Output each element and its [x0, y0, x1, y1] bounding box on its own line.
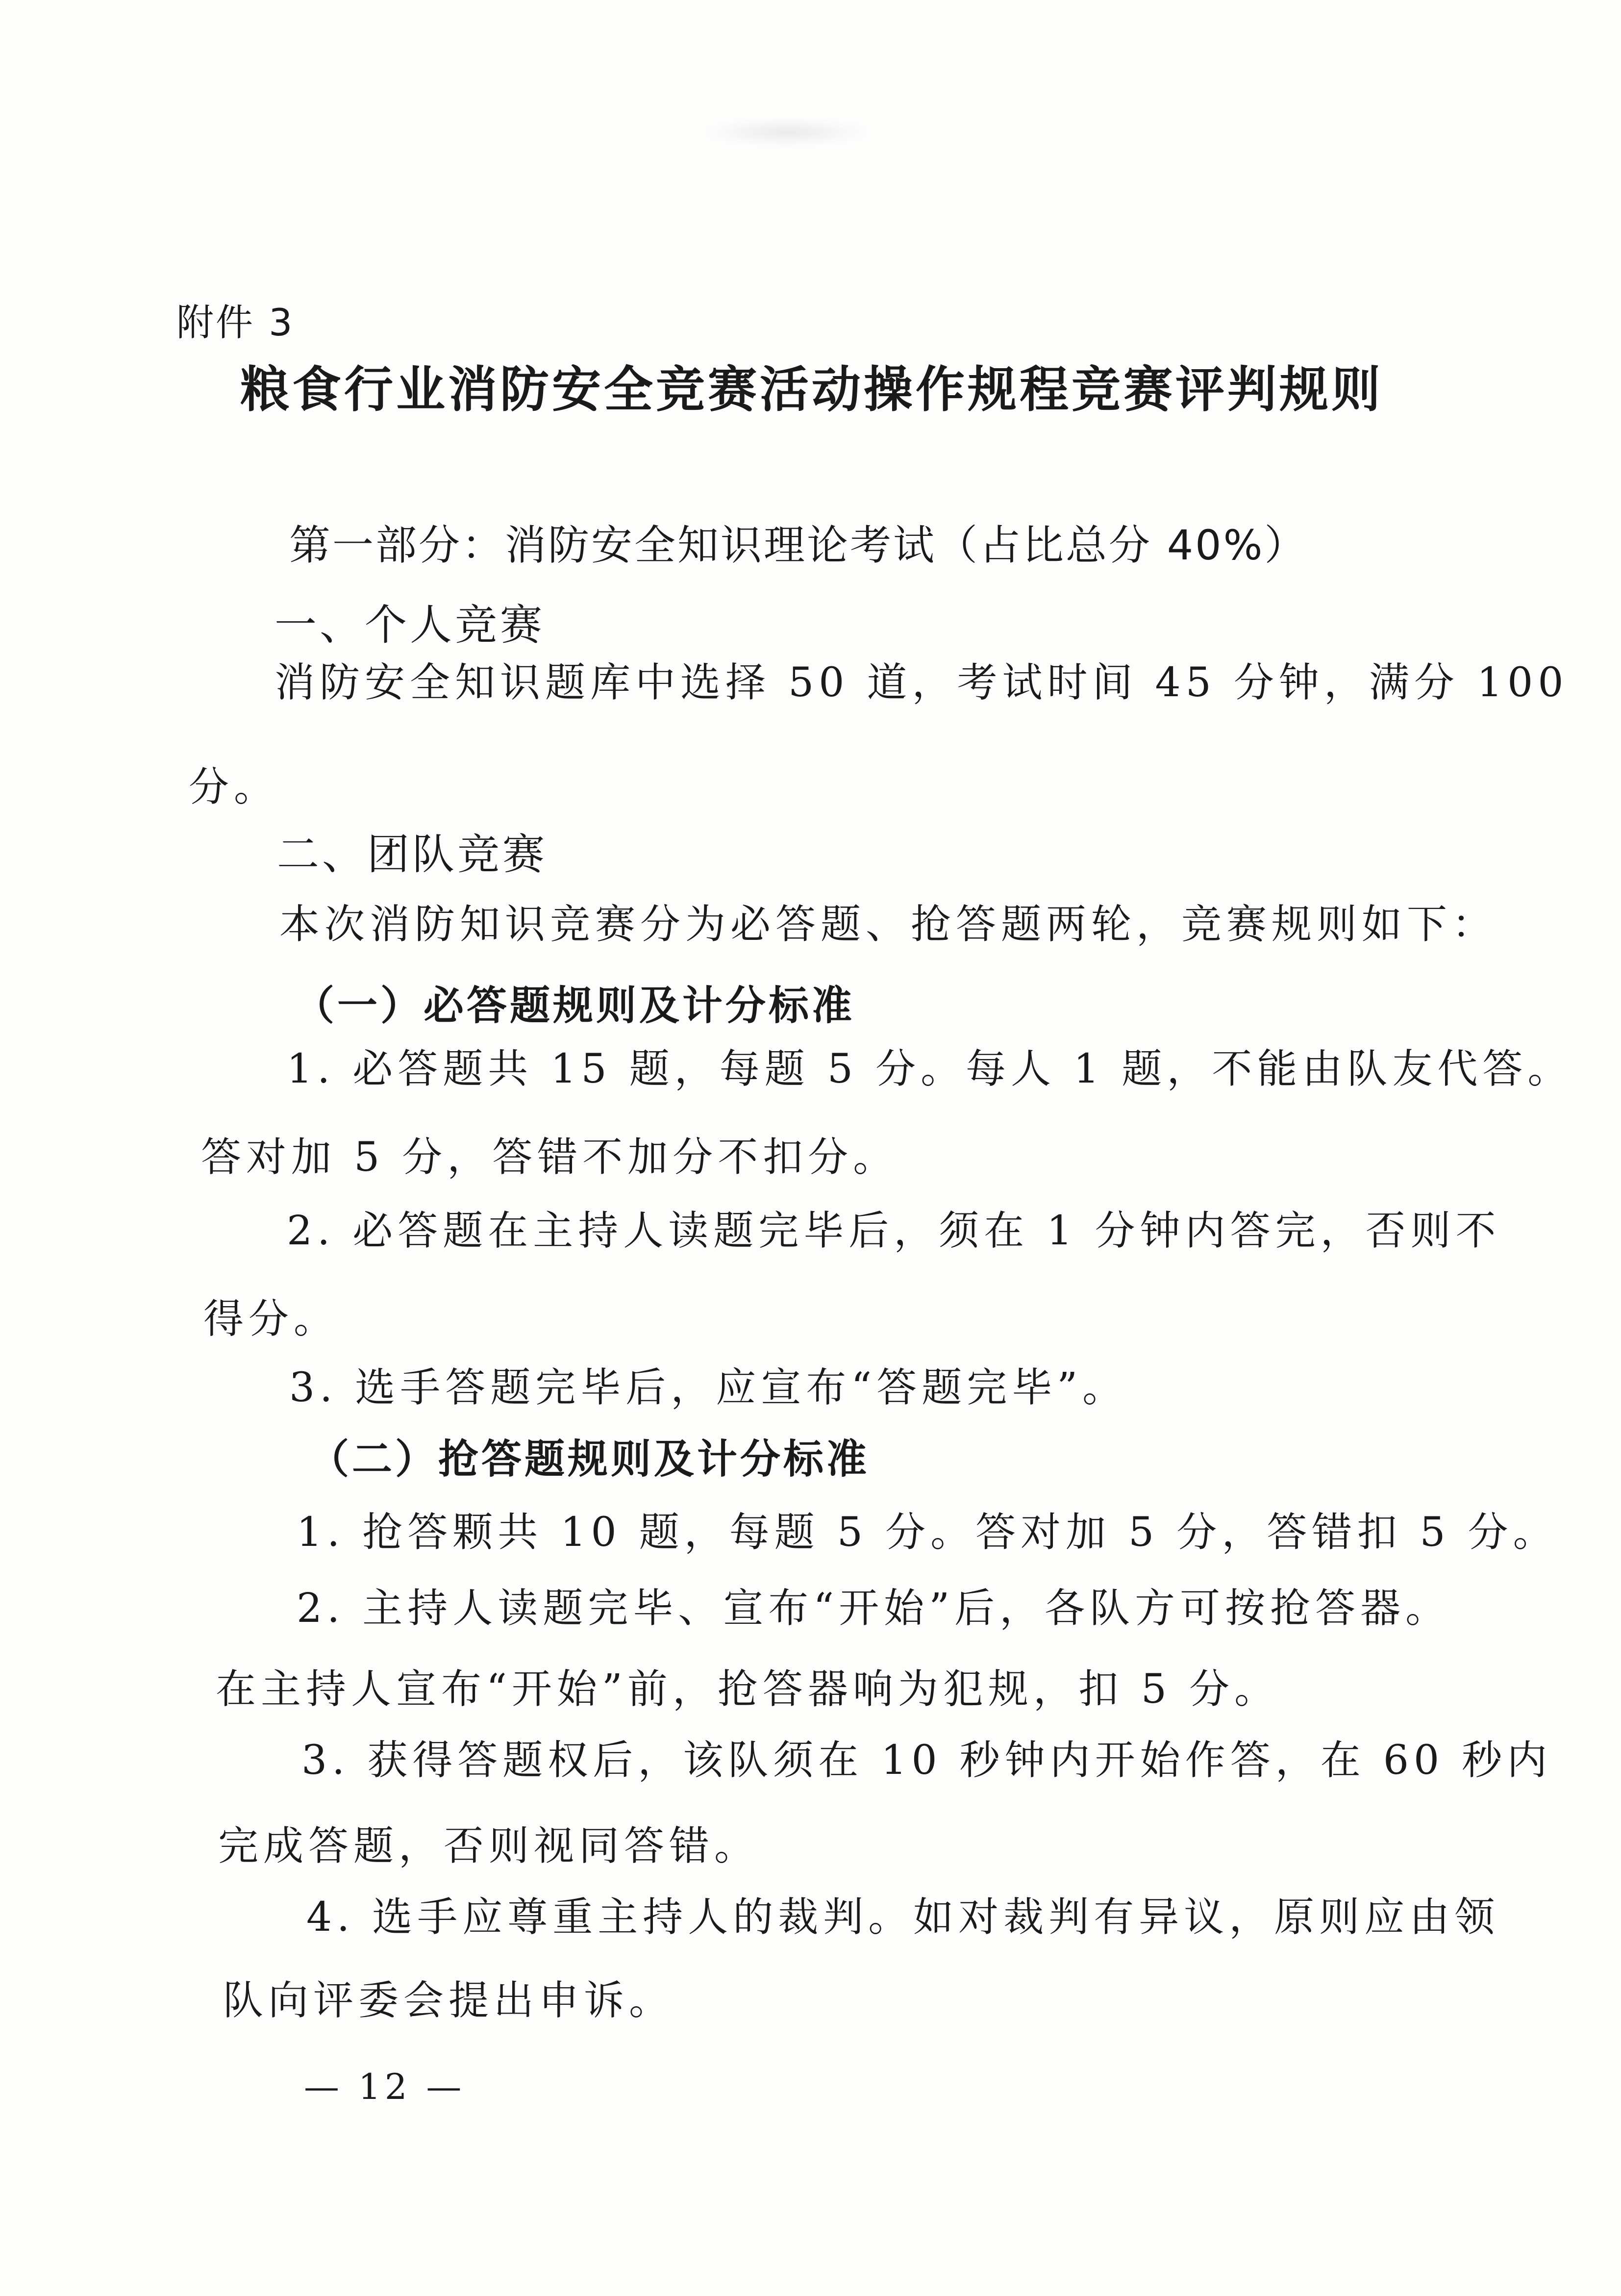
buzzer-line-2: 2. 主持人读题完毕、宣布“开始”后，各队方可按抢答器。	[297, 1585, 1451, 1632]
required-line-1: 1. 必答题共 15 题，每题 5 分。每人 1 题，不能由队友代答。	[287, 1046, 1573, 1092]
required-heading: （一）必答题规则及计分标准	[294, 982, 855, 1029]
buzzer-line-7: 队向评委会提出申诉。	[223, 1977, 674, 2024]
required-line-4: 得分。	[203, 1296, 339, 1342]
individual-line-2: 分。	[189, 764, 279, 810]
individual-heading: 一、个人竞赛	[274, 601, 545, 650]
required-line-2: 答对加 5 分，答错不加分不扣分。	[201, 1134, 898, 1181]
attachment-label: 附件 3	[176, 301, 295, 344]
buzzer-line-3: 在主持人宣布“开始”前，抢答器响为犯规，扣 5 分。	[216, 1666, 1280, 1713]
buzzer-line-6: 4. 选手应尊重主持人的裁判。如对裁判有异议，原则应由领	[306, 1894, 1500, 1941]
buzzer-line-5: 完成答题，否则视同答错。	[218, 1823, 760, 1869]
team-heading: 二、团队竞赛	[277, 830, 548, 879]
document-title: 粮食行业消防安全竞赛活动操作规程竞赛评判规则	[240, 361, 1383, 418]
buzzer-line-4: 3. 获得答题权后，该队须在 10 秒钟内开始作答，在 60 秒内	[301, 1737, 1552, 1784]
required-line-3: 2. 必答题在主持人读题完毕后，须在 1 分钟内答完，否则不	[287, 1208, 1501, 1254]
page-number: — 12 —	[304, 2066, 466, 2107]
scan-smudge	[706, 118, 868, 147]
part1-heading: 第一部分：消防安全知识理论考试（占比总分 40%）	[289, 521, 1308, 569]
buzzer-heading: （二）抢答题规则及计分标准	[309, 1436, 870, 1483]
individual-line-1: 消防安全知识题库中选择 50 道，考试时间 45 分钟，满分 100	[274, 659, 1569, 706]
team-intro: 本次消防知识竞赛分为必答题、抢答题两轮，竞赛规则如下：	[279, 901, 1497, 948]
required-line-5: 3. 选手答题完毕后，应宣布“答题完毕”。	[289, 1364, 1128, 1411]
buzzer-line-1: 1. 抢答颗共 10 题，每题 5 分。答对加 5 分，答错扣 5 分。	[297, 1509, 1558, 1556]
